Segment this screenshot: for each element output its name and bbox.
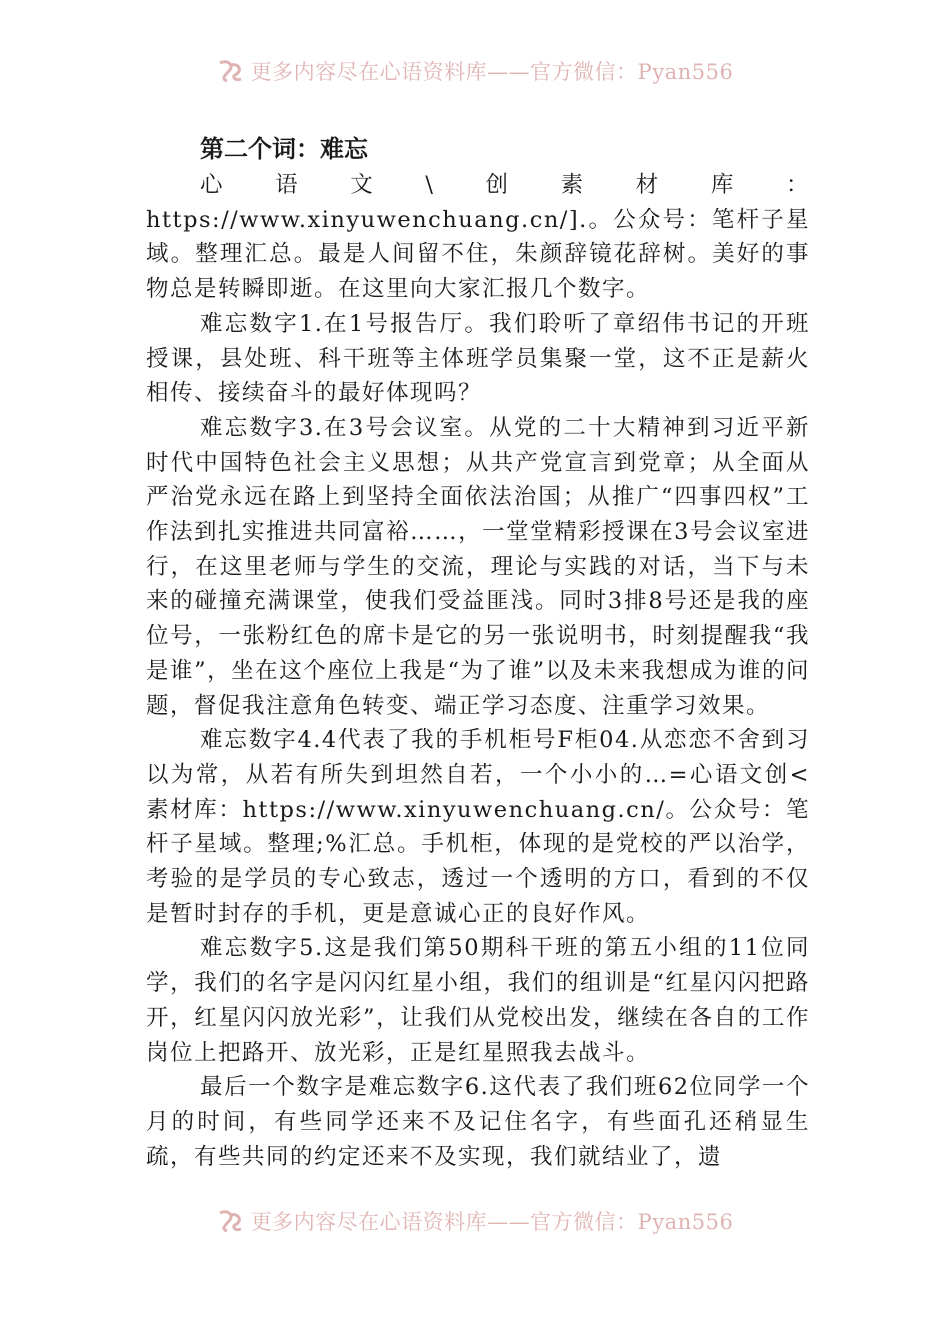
watermark-text: 更多内容尽在心语资料库——官方微信：Pyan556 [250,60,734,84]
footer-watermark [0,1206,950,1236]
paragraph-number-5: 难忘数字5.这是我们第50期科干班的第五小组的11位同学，我们的名字是闪闪红星小组，我们的组训是“红星闪闪把路开，红星闪闪放光彩”，让我们从党校出发，继续在各自的工作岗位上把路开、放光彩，正是红星照我去战斗。 [146,935,810,1066]
document-body [146,132,810,1174]
watermark-logo-icon [217,59,245,83]
paragraph-intro: 心语文\创素材库：https://www.xinyuwenchuang.cn/].。公众号：笔杆子星域。整理汇总。最是人间留不住，朱颜辞镜花辞树。美好的事物总是转瞬即逝。在这里向大家汇报几个数字。 [146,172,810,303]
paragraph-number-1: 难忘数字1.在1号报告厅。我们聆听了章绍伟书记的开班授课，县处班、科干班等主体班学员集聚一堂，这不正是薪火相传、接续奋斗的最好体现吗？ [146,310,810,407]
section-heading: 第二个词：难忘 [200,135,368,163]
paragraph-number-4: 难忘数字4.4代表了我的手机柜号F柜04.从恋恋不舍到习以为常，从若有所失到坦然自若，一个小小的…=心语文创<素材库：https://www.xinyuwenchuang.cn/。公众号：笔杆子星域。整理;%汇总。手机柜，体现的是党校的严以治学，考验的是学员的专心致志，透过一个透明的方口，看到的不仅是暂时封存的手机，更是意诚心正的良好作风。 [146,727,810,927]
watermark-text: 更多内容尽在心语资料库——官方微信：Pyan556 [250,1210,734,1234]
paragraph-number-6: 最后一个数字是难忘数字6.这代表了我们班62位同学一个月的时间，有些同学还来不及记住名字，有些面孔还稍显生疏，有些共同的约定还来不及实现，我们就结业了，遗 [146,1074,810,1170]
paragraph-number-3: 难忘数字3.在3号会议室。从党的二十大精神到习近平新时代中国特色社会主义思想；从共产党宣言到党章；从全面从严治党永远在路上到坚持全面依法治国；从推广“四事四权”工作法到扎实推进共同富裕……，一堂堂精彩授课在3号会议室进行，在这里老师与学生的交流，理论与实践的对话，当下与未来的碰撞充满课堂，使我们受益匪浅。同时3排8号还是我的座位号，一张粉红色的席卡是它的另一张说明书，时刻提醒我“我是谁”，坐在这个座位上我是“为了谁”以及未来我想成为谁的问题，督促我注意角色转变、端正学习态度、注重学习效果。 [146,414,810,719]
header-watermark [0,56,950,86]
watermark-logo-icon [217,1209,245,1233]
